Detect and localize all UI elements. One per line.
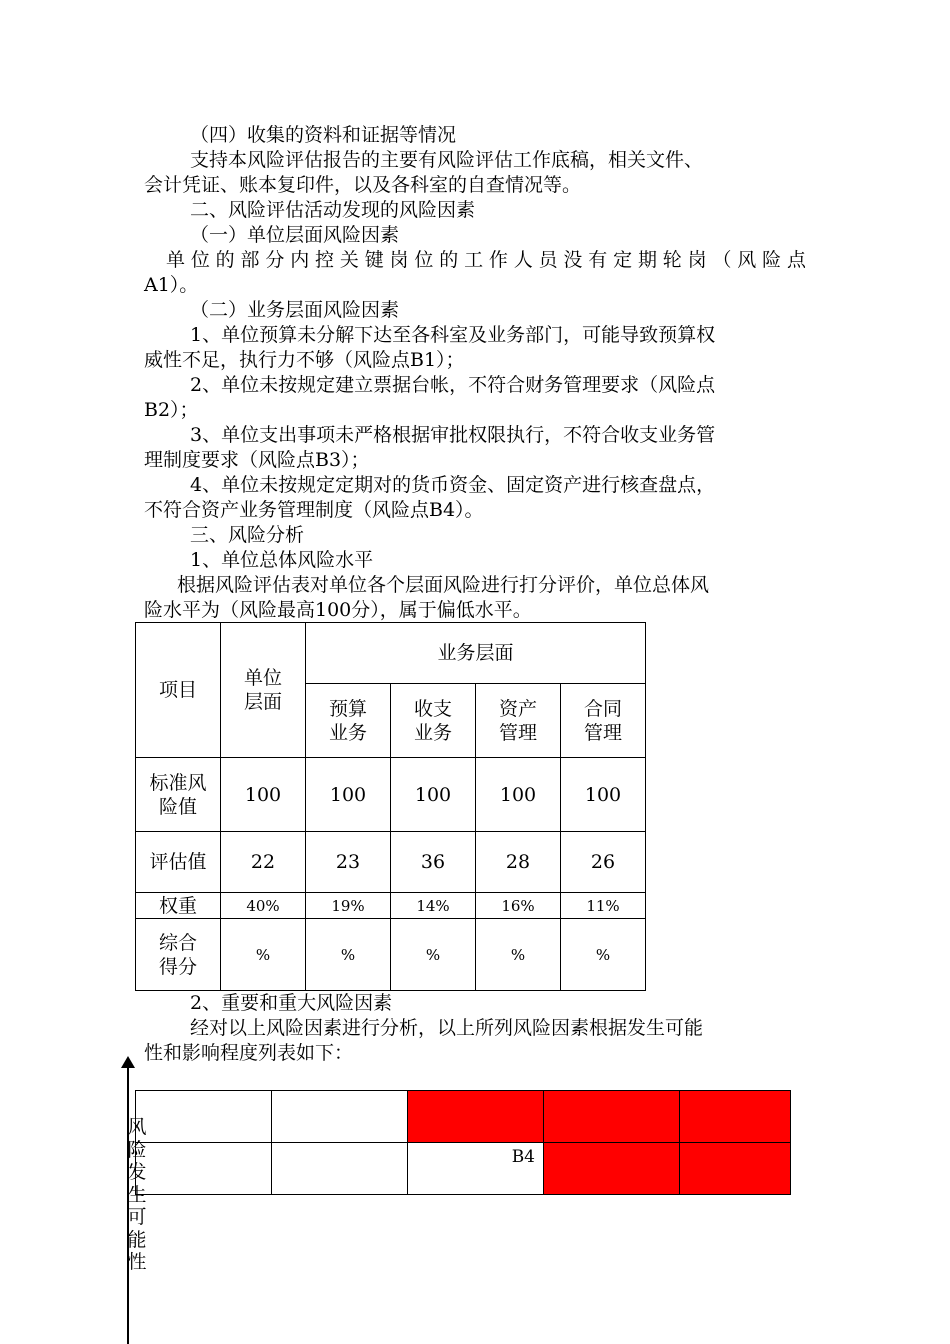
table-cell: 100 — [391, 758, 476, 832]
table-cell: 22 — [221, 832, 306, 893]
paragraph-line: 2、单位未按规定建立票据台帐，不符合财务管理要求（风险点 — [190, 374, 716, 396]
paragraph-line: 单位的部分内控关键岗位的工作人员没有定期轮岗（风险点 — [166, 249, 806, 271]
matrix-cell-high — [680, 1143, 791, 1195]
table-cell: 16% — [476, 893, 561, 919]
paragraph-line: 险水平为（风险最高100分），属于偏低水平。 — [144, 599, 532, 621]
row-label: 权重 — [136, 893, 221, 919]
likelihood-axis-label: 风险发生可能性 — [127, 1116, 147, 1273]
header-business-level: 业务层面 — [306, 623, 646, 684]
table-cell: % — [221, 919, 306, 991]
header-contracts: 合同管理 — [561, 684, 646, 758]
header-income-expense: 收支业务 — [391, 684, 476, 758]
table-cell: 11% — [561, 893, 646, 919]
matrix-cell-high — [408, 1091, 544, 1143]
table-cell: 28 — [476, 832, 561, 893]
paragraph-line: 支持本风险评估报告的主要有风险评估工作底稿，相关文件、 — [190, 149, 704, 171]
paragraph-line: 不符合资产业务管理制度（风险点B4）。 — [144, 499, 484, 521]
table-cell: 100 — [476, 758, 561, 832]
matrix-cell — [136, 1143, 272, 1195]
paragraph-line: 理制度要求（风险点B3）； — [144, 449, 370, 471]
table-cell: 100 — [561, 758, 646, 832]
matrix-cell — [272, 1143, 408, 1195]
table-cell: 14% — [391, 893, 476, 919]
subsection-heading-overall: 1、单位总体风险水平 — [190, 549, 374, 571]
matrix-cell-high — [544, 1091, 680, 1143]
paragraph-line: 3、单位支出事项未严格根据审批权限执行，不符合收支业务管 — [190, 424, 716, 446]
matrix-row — [136, 1091, 791, 1143]
paragraph-line: B2）； — [144, 399, 199, 421]
matrix-cell — [136, 1091, 272, 1143]
table-cell: 19% — [306, 893, 391, 919]
paragraph-line: 性和影响程度列表如下： — [144, 1042, 354, 1064]
paragraph-line: 会计凭证、账本复印件，以及各科室的自查情况等。 — [144, 174, 582, 196]
section-heading-2: 二、风险评估活动发现的风险因素 — [190, 199, 476, 221]
table-cell: 23 — [306, 832, 391, 893]
header-unit-level: 单位层面 — [221, 623, 306, 758]
table-cell: 40% — [221, 893, 306, 919]
matrix-cell-high — [680, 1091, 791, 1143]
paragraph-line: 经对以上风险因素进行分析，以上所列风险因素根据发生可能 — [190, 1017, 704, 1039]
section-heading-3: 三、风险分析 — [190, 524, 305, 546]
table-cell: % — [476, 919, 561, 991]
risk-matrix — [135, 1090, 791, 1195]
subsection-heading-unit: （一）单位层面风险因素 — [190, 224, 400, 246]
table-row — [136, 919, 646, 991]
paragraph-line: 威性不足，执行力不够（风险点B1）； — [144, 349, 465, 371]
subsection-heading-business: （二）业务层面风险因素 — [190, 299, 400, 321]
table-cell: 100 — [221, 758, 306, 832]
section-4-heading: （四）收集的资料和证据等情况 — [190, 124, 457, 146]
table-cell: % — [391, 919, 476, 991]
risk-score-table — [135, 622, 646, 991]
table-cell: 100 — [306, 758, 391, 832]
row-label: 标准风险值 — [136, 758, 221, 832]
matrix-cell-b4 — [408, 1143, 544, 1195]
header-budget: 预算业务 — [306, 684, 391, 758]
table-cell: % — [306, 919, 391, 991]
paragraph-line: 4、单位未按规定定期对的货币资金、固定资产进行核查盘点， — [190, 474, 716, 496]
row-label: 评估值 — [136, 832, 221, 893]
subsection-heading-major: 2、重要和重大风险因素 — [190, 992, 393, 1014]
matrix-row — [136, 1143, 791, 1195]
paragraph-line: A1）。 — [144, 274, 199, 296]
matrix-cell — [272, 1091, 408, 1143]
row-label: 综合得分 — [136, 919, 221, 991]
header-assets: 资产管理 — [476, 684, 561, 758]
table-row — [136, 758, 646, 832]
header-item: 项目 — [136, 623, 221, 758]
table-cell: 26 — [561, 832, 646, 893]
table-row — [136, 893, 646, 919]
matrix-cell-high — [544, 1143, 680, 1195]
table-row — [136, 832, 646, 893]
table-cell: % — [561, 919, 646, 991]
table-cell: 36 — [391, 832, 476, 893]
paragraph-line: 根据风险评估表对单位各个层面风险进行打分评价，单位总体风 — [177, 574, 710, 596]
paragraph-line: 1、单位预算未分解下达至各科室及业务部门，可能导致预算权 — [190, 324, 716, 346]
risk-point-b4: B4 — [511, 1147, 535, 1167]
